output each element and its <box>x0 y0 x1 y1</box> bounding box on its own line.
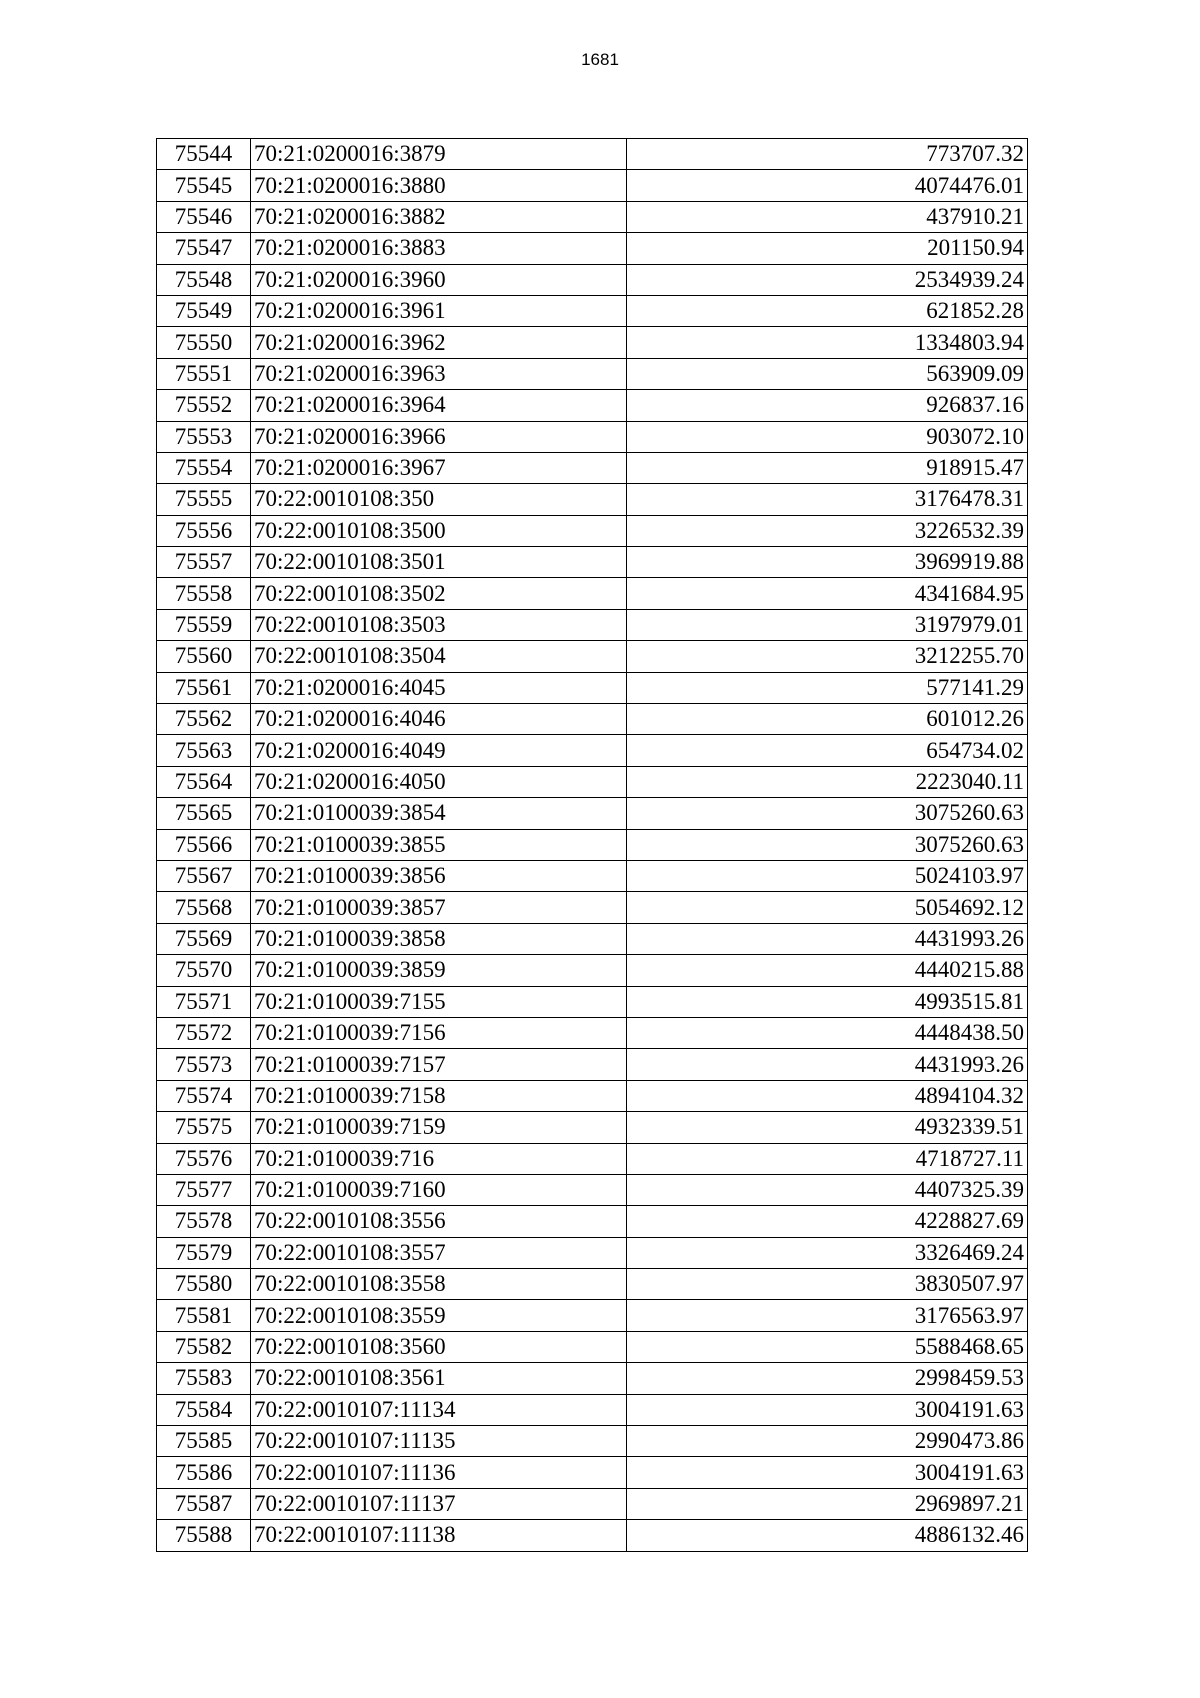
cadastral-number-cell: 70:21:0100039:716 <box>251 1143 627 1174</box>
cadastral-number-cell: 70:22:0010108:3556 <box>251 1206 627 1237</box>
table-row <box>157 390 1028 421</box>
table-row <box>157 1520 1028 1551</box>
cadastral-value-cell: 563909.09 <box>627 358 1028 389</box>
table-row <box>157 892 1028 923</box>
row-number-cell: 75555 <box>157 484 251 515</box>
row-number-cell: 75560 <box>157 641 251 672</box>
row-number-cell: 75546 <box>157 201 251 232</box>
cadastral-value-cell: 903072.10 <box>627 421 1028 452</box>
row-number-cell: 75553 <box>157 421 251 452</box>
cadastral-number-cell: 70:22:0010107:11136 <box>251 1457 627 1488</box>
row-number-cell: 75547 <box>157 233 251 264</box>
cadastral-number-cell: 70:21:0200016:4045 <box>251 672 627 703</box>
row-number-cell: 75550 <box>157 327 251 358</box>
cadastral-value-cell: 4431993.26 <box>627 1049 1028 1080</box>
cadastral-number-cell: 70:21:0200016:4046 <box>251 704 627 735</box>
cadastral-value-cell: 577141.29 <box>627 672 1028 703</box>
cadastral-number-cell: 70:21:0100039:7156 <box>251 1017 627 1048</box>
cadastral-value-cell: 4440215.88 <box>627 955 1028 986</box>
cadastral-value-cell: 3197979.01 <box>627 609 1028 640</box>
cadastral-number-cell: 70:21:0100039:3858 <box>251 923 627 954</box>
row-number-cell: 75571 <box>157 986 251 1017</box>
cadastral-number-cell: 70:21:0200016:3961 <box>251 295 627 326</box>
cadastral-value-table <box>156 138 1028 1552</box>
table-row <box>157 1049 1028 1080</box>
table-row <box>157 1237 1028 1268</box>
cadastral-value-cell: 1334803.94 <box>627 327 1028 358</box>
cadastral-number-cell: 70:22:0010108:3560 <box>251 1331 627 1362</box>
table-row <box>157 233 1028 264</box>
cadastral-number-cell: 70:21:0200016:3966 <box>251 421 627 452</box>
table-row <box>157 1017 1028 1048</box>
cadastral-number-cell: 70:21:0100039:3855 <box>251 829 627 860</box>
row-number-cell: 75579 <box>157 1237 251 1268</box>
table-row <box>157 139 1028 170</box>
row-number-cell: 75552 <box>157 390 251 421</box>
cadastral-value-cell: 4431993.26 <box>627 923 1028 954</box>
cadastral-value-cell: 621852.28 <box>627 295 1028 326</box>
cadastral-number-cell: 70:21:0100039:7158 <box>251 1080 627 1111</box>
row-number-cell: 75586 <box>157 1457 251 1488</box>
table-row <box>157 1331 1028 1362</box>
table-row <box>157 1112 1028 1143</box>
table-row <box>157 201 1028 232</box>
table-row <box>157 1206 1028 1237</box>
cadastral-number-cell: 70:21:0200016:3962 <box>251 327 627 358</box>
cadastral-number-cell: 70:22:0010108:3504 <box>251 641 627 672</box>
cadastral-value-cell: 3226532.39 <box>627 515 1028 546</box>
table-row <box>157 1457 1028 1488</box>
row-number-cell: 75557 <box>157 547 251 578</box>
page-number: 1681 <box>581 50 619 69</box>
row-number-cell: 75567 <box>157 860 251 891</box>
cadastral-number-cell: 70:21:0100039:7155 <box>251 986 627 1017</box>
cadastral-value-cell: 4932339.51 <box>627 1112 1028 1143</box>
row-number-cell: 75573 <box>157 1049 251 1080</box>
table-row <box>157 295 1028 326</box>
cadastral-value-cell: 437910.21 <box>627 201 1028 232</box>
cadastral-number-cell: 70:21:0200016:3960 <box>251 264 627 295</box>
cadastral-number-cell: 70:21:0200016:3882 <box>251 201 627 232</box>
cadastral-value-cell: 5588468.65 <box>627 1331 1028 1362</box>
row-number-cell: 75578 <box>157 1206 251 1237</box>
row-number-cell: 75565 <box>157 798 251 829</box>
row-number-cell: 75569 <box>157 923 251 954</box>
row-number-cell: 75577 <box>157 1174 251 1205</box>
table-row <box>157 1269 1028 1300</box>
cadastral-value-cell: 601012.26 <box>627 704 1028 735</box>
cadastral-number-cell: 70:21:0100039:3856 <box>251 860 627 891</box>
table-row <box>157 923 1028 954</box>
cadastral-number-cell: 70:22:0010108:3500 <box>251 515 627 546</box>
cadastral-number-cell: 70:21:0100039:7157 <box>251 1049 627 1080</box>
cadastral-number-cell: 70:22:0010107:11135 <box>251 1426 627 1457</box>
row-number-cell: 75570 <box>157 955 251 986</box>
row-number-cell: 75564 <box>157 766 251 797</box>
cadastral-value-cell: 4074476.01 <box>627 170 1028 201</box>
row-number-cell: 75585 <box>157 1426 251 1457</box>
cadastral-value-cell: 3004191.63 <box>627 1394 1028 1425</box>
table-row <box>157 515 1028 546</box>
table-row <box>157 170 1028 201</box>
table-row <box>157 641 1028 672</box>
table-row <box>157 609 1028 640</box>
cadastral-number-cell: 70:22:0010108:350 <box>251 484 627 515</box>
table-row <box>157 1080 1028 1111</box>
table-row <box>157 1174 1028 1205</box>
row-number-cell: 75583 <box>157 1363 251 1394</box>
cadastral-value-cell: 4718727.11 <box>627 1143 1028 1174</box>
row-number-cell: 75548 <box>157 264 251 295</box>
table-body <box>157 139 1028 1552</box>
row-number-cell: 75549 <box>157 295 251 326</box>
cadastral-value-cell: 654734.02 <box>627 735 1028 766</box>
cadastral-number-cell: 70:22:0010108:3558 <box>251 1269 627 1300</box>
table-row <box>157 704 1028 735</box>
cadastral-value-cell: 2990473.86 <box>627 1426 1028 1457</box>
table-row <box>157 766 1028 797</box>
cadastral-number-cell: 70:21:0200016:3967 <box>251 452 627 483</box>
cadastral-number-cell: 70:22:0010108:3502 <box>251 578 627 609</box>
cadastral-value-cell: 5024103.97 <box>627 860 1028 891</box>
row-number-cell: 75562 <box>157 704 251 735</box>
row-number-cell: 75558 <box>157 578 251 609</box>
cadastral-number-cell: 70:21:0200016:3883 <box>251 233 627 264</box>
row-number-cell: 75575 <box>157 1112 251 1143</box>
row-number-cell: 75566 <box>157 829 251 860</box>
cadastral-number-cell: 70:21:0100039:3854 <box>251 798 627 829</box>
cadastral-value-cell: 2998459.53 <box>627 1363 1028 1394</box>
cadastral-value-cell: 2223040.11 <box>627 766 1028 797</box>
table-row <box>157 1143 1028 1174</box>
row-number-cell: 75588 <box>157 1520 251 1551</box>
row-number-cell: 75574 <box>157 1080 251 1111</box>
cadastral-value-cell: 3212255.70 <box>627 641 1028 672</box>
row-number-cell: 75584 <box>157 1394 251 1425</box>
table-row <box>157 358 1028 389</box>
cadastral-value-cell: 4228827.69 <box>627 1206 1028 1237</box>
cadastral-number-cell: 70:22:0010107:11134 <box>251 1394 627 1425</box>
cadastral-value-cell: 3075260.63 <box>627 798 1028 829</box>
row-number-cell: 75556 <box>157 515 251 546</box>
cadastral-number-cell: 70:22:0010107:11138 <box>251 1520 627 1551</box>
cadastral-value-cell: 4407325.39 <box>627 1174 1028 1205</box>
table-row <box>157 829 1028 860</box>
cadastral-number-cell: 70:21:0100039:3857 <box>251 892 627 923</box>
cadastral-value-cell: 3176563.97 <box>627 1300 1028 1331</box>
cadastral-number-cell: 70:22:0010108:3561 <box>251 1363 627 1394</box>
cadastral-number-cell: 70:21:0100039:3859 <box>251 955 627 986</box>
table-row <box>157 1488 1028 1519</box>
cadastral-value-cell: 4993515.81 <box>627 986 1028 1017</box>
row-number-cell: 75554 <box>157 452 251 483</box>
cadastral-value-cell: 3176478.31 <box>627 484 1028 515</box>
table-row <box>157 1363 1028 1394</box>
cadastral-value-cell: 4894104.32 <box>627 1080 1028 1111</box>
cadastral-number-cell: 70:22:0010108:3559 <box>251 1300 627 1331</box>
row-number-cell: 75559 <box>157 609 251 640</box>
table-row <box>157 264 1028 295</box>
row-number-cell: 75551 <box>157 358 251 389</box>
table-row <box>157 955 1028 986</box>
cadastral-value-cell: 4341684.95 <box>627 578 1028 609</box>
cadastral-number-cell: 70:21:0100039:7159 <box>251 1112 627 1143</box>
cadastral-number-cell: 70:21:0200016:3963 <box>251 358 627 389</box>
cadastral-value-cell: 3326469.24 <box>627 1237 1028 1268</box>
cadastral-value-cell: 926837.16 <box>627 390 1028 421</box>
cadastral-number-cell: 70:22:0010108:3557 <box>251 1237 627 1268</box>
row-number-cell: 75545 <box>157 170 251 201</box>
cadastral-value-cell: 3075260.63 <box>627 829 1028 860</box>
row-number-cell: 75580 <box>157 1269 251 1300</box>
cadastral-number-cell: 70:21:0200016:4049 <box>251 735 627 766</box>
cadastral-value-cell: 773707.32 <box>627 139 1028 170</box>
row-number-cell: 75587 <box>157 1488 251 1519</box>
cadastral-number-cell: 70:21:0200016:4050 <box>251 766 627 797</box>
cadastral-value-cell: 5054692.12 <box>627 892 1028 923</box>
cadastral-value-cell: 4886132.46 <box>627 1520 1028 1551</box>
cadastral-number-cell: 70:22:0010107:11137 <box>251 1488 627 1519</box>
table-row <box>157 452 1028 483</box>
cadastral-number-cell: 70:21:0200016:3880 <box>251 170 627 201</box>
cadastral-value-cell: 2534939.24 <box>627 264 1028 295</box>
row-number-cell: 75576 <box>157 1143 251 1174</box>
table-row <box>157 860 1028 891</box>
table-row <box>157 798 1028 829</box>
table-row <box>157 547 1028 578</box>
table-row <box>157 1426 1028 1457</box>
table-row <box>157 578 1028 609</box>
row-number-cell: 75568 <box>157 892 251 923</box>
table-row <box>157 986 1028 1017</box>
cadastral-value-cell: 3830507.97 <box>627 1269 1028 1300</box>
table-row <box>157 421 1028 452</box>
cadastral-value-cell: 918915.47 <box>627 452 1028 483</box>
table-row <box>157 1300 1028 1331</box>
table-row <box>157 735 1028 766</box>
cadastral-value-cell: 2969897.21 <box>627 1488 1028 1519</box>
cadastral-value-cell: 3004191.63 <box>627 1457 1028 1488</box>
table-row <box>157 327 1028 358</box>
cadastral-value-cell: 201150.94 <box>627 233 1028 264</box>
row-number-cell: 75581 <box>157 1300 251 1331</box>
row-number-cell: 75561 <box>157 672 251 703</box>
cadastral-number-cell: 70:22:0010108:3501 <box>251 547 627 578</box>
cadastral-number-cell: 70:21:0200016:3964 <box>251 390 627 421</box>
row-number-cell: 75582 <box>157 1331 251 1362</box>
table-row <box>157 1394 1028 1425</box>
cadastral-number-cell: 70:21:0200016:3879 <box>251 139 627 170</box>
cadastral-value-cell: 3969919.88 <box>627 547 1028 578</box>
cadastral-number-cell: 70:22:0010108:3503 <box>251 609 627 640</box>
table-row <box>157 672 1028 703</box>
cadastral-number-cell: 70:21:0100039:7160 <box>251 1174 627 1205</box>
cadastral-value-cell: 4448438.50 <box>627 1017 1028 1048</box>
table-row <box>157 484 1028 515</box>
row-number-cell: 75572 <box>157 1017 251 1048</box>
row-number-cell: 75563 <box>157 735 251 766</box>
row-number-cell: 75544 <box>157 139 251 170</box>
